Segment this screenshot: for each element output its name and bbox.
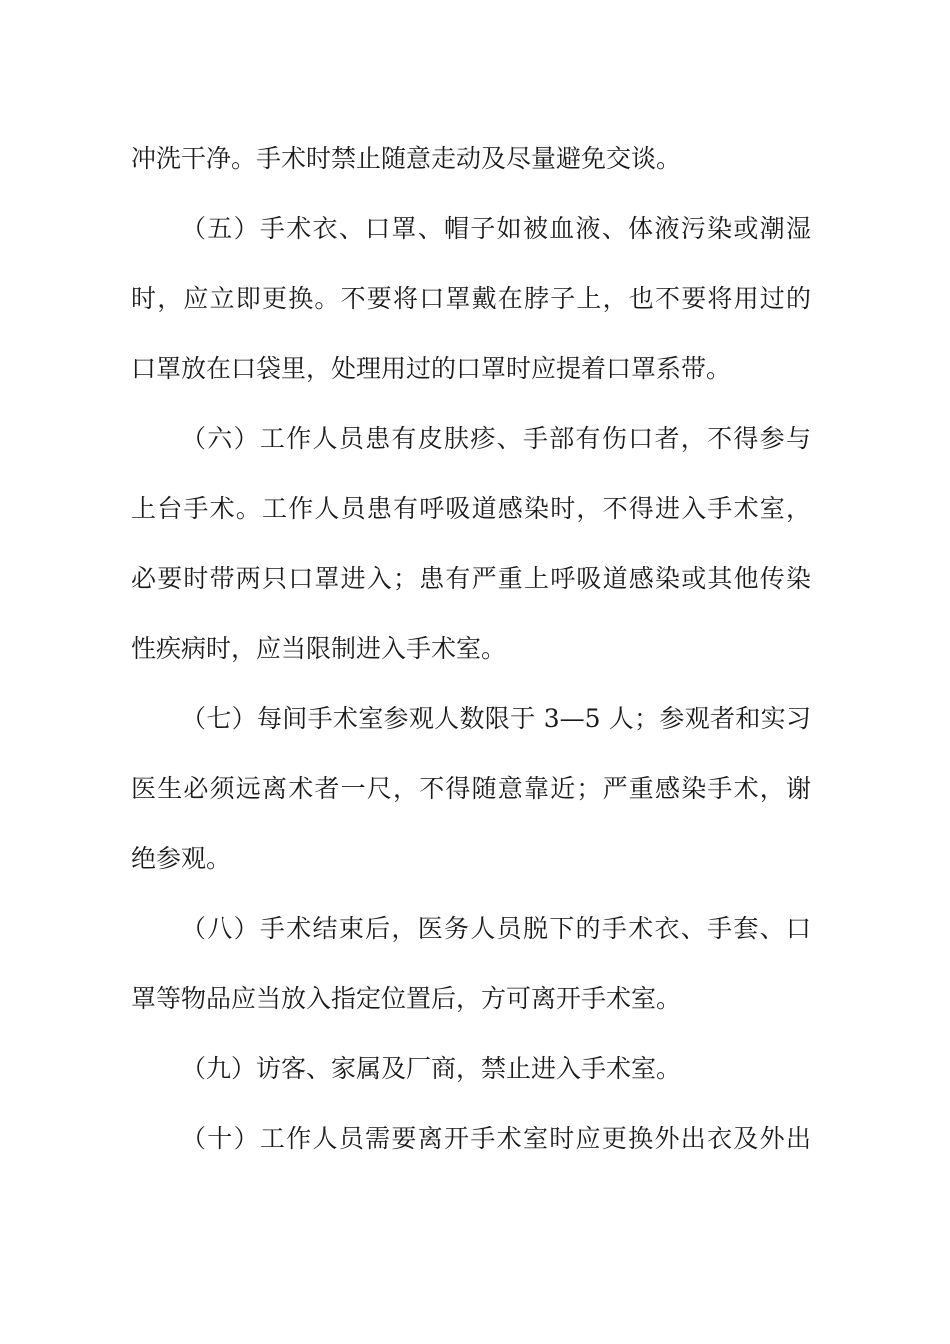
paragraph-5-first-line: （五）手术衣、口罩、帽子如被血液、体液污染或潮湿 bbox=[181, 214, 811, 243]
text-line: 罩等物品应当放入指定位置后，方可离开手术室。 bbox=[131, 984, 682, 1013]
text-line: 绝参观。 bbox=[131, 844, 232, 873]
text-line: 时，应立即更换。不要将口罩戴在脖子上，也不要将用过的 bbox=[131, 284, 811, 313]
document-body bbox=[131, 124, 811, 1174]
text-line: 性疾病时，应当限制进入手术室。 bbox=[131, 634, 507, 663]
paragraph-8-first-line: （八）手术结束后，医务人员脱下的手术衣、手套、口 bbox=[181, 914, 811, 943]
text-line: 上台手术。工作人员患有呼吸道感染时，不得进入手术室， bbox=[131, 494, 811, 523]
text-line: 必要时带两只口罩进入；患有严重上呼吸道感染或其他传染 bbox=[131, 564, 811, 593]
paragraph-6-first-line: （六）工作人员患有皮肤疹、手部有伤口者，不得参与 bbox=[181, 424, 811, 453]
paragraph-7-first-line: （七）每间手术室参观人数限于 3—5 人；参观者和实习 bbox=[181, 704, 811, 733]
text-line: 冲洗干净。手术时禁止随意走动及尽量避免交谈。 bbox=[131, 144, 682, 173]
paragraph-10-first-line: （十）工作人员需要离开手术室时应更换外出衣及外出 bbox=[181, 1124, 811, 1153]
text-line: 医生必须远离术者一尺，不得随意靠近；严重感染手术，谢 bbox=[131, 774, 811, 803]
text-line: 口罩放在口袋里，处理用过的口罩时应提着口罩系带。 bbox=[131, 354, 732, 383]
paragraph-9-first-line: （九）访客、家属及厂商，禁止进入手术室。 bbox=[181, 1054, 682, 1083]
